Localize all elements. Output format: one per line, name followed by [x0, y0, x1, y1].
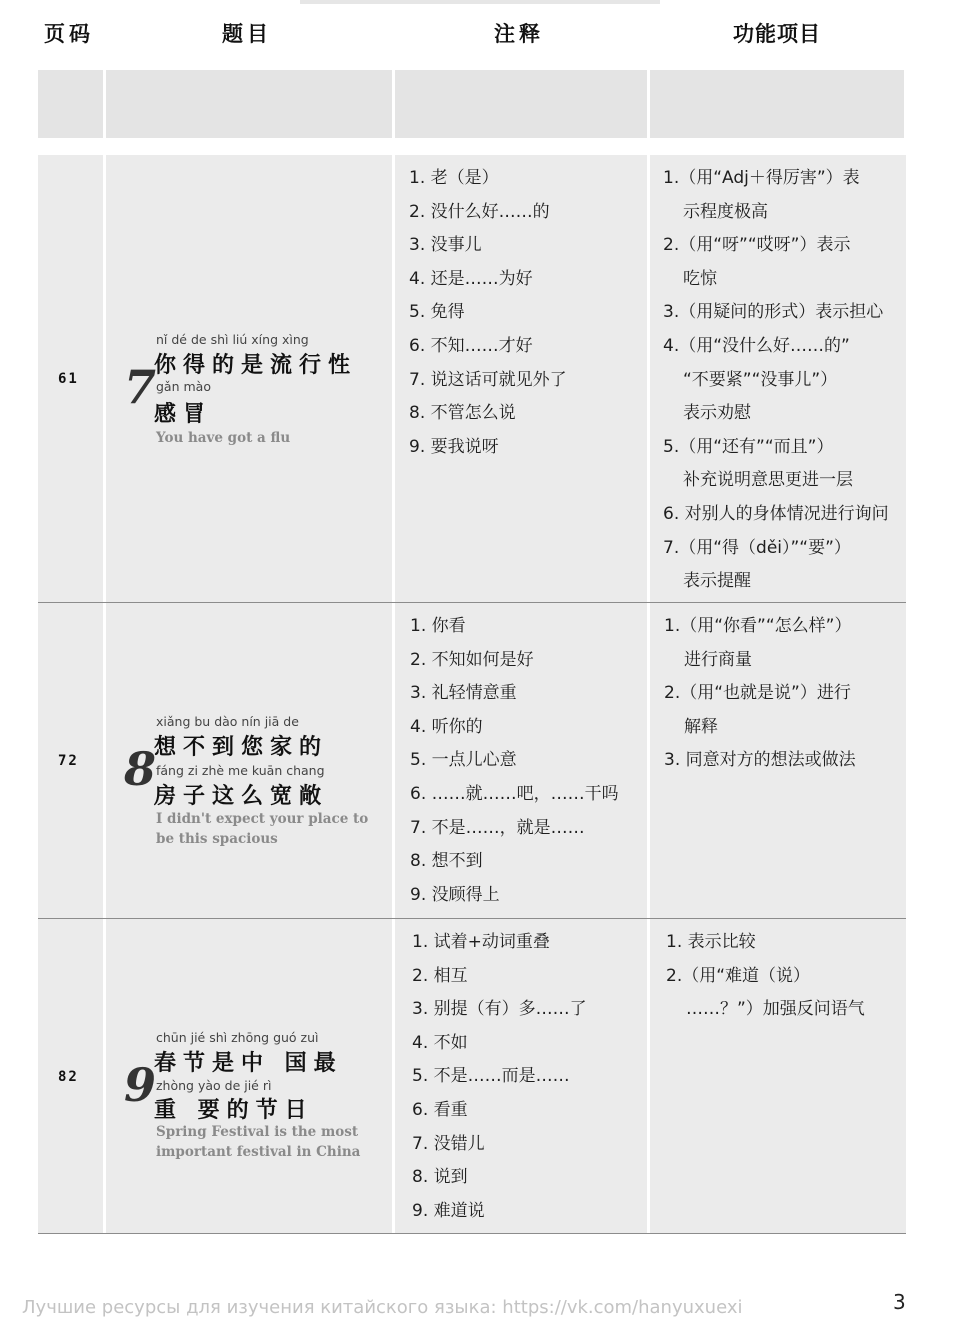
list-item: 表示提醒 — [683, 571, 751, 592]
notes-list — [410, 610, 619, 912]
row-divider — [38, 918, 906, 919]
list-item: 6. 对别人的身体情况进行询问 — [663, 503, 889, 524]
list-item: 6. ……就……吧，……干吗 — [410, 783, 619, 804]
lesson-title-cell — [120, 330, 390, 460]
list-item: 5. 不是……而是…… — [412, 1066, 570, 1087]
header-divider — [392, 70, 395, 138]
list-item: 9. 难道说 — [412, 1200, 485, 1221]
header-divider — [103, 70, 106, 138]
list-item: ……？”）加强反问语气 — [686, 999, 865, 1020]
list-item: 1. 你看 — [410, 616, 466, 636]
english-title: I didn't expect your place to be this spacious — [156, 811, 369, 847]
top-strip — [300, 0, 660, 4]
lesson-number: 9 — [124, 1058, 157, 1112]
list-item: 2. 没什么好……的 — [409, 201, 550, 222]
list-item: 补充说明意思更进一层 — [683, 470, 853, 491]
function-list — [663, 162, 889, 599]
list-item: 4. 听你的 — [410, 716, 483, 737]
header-notes: 注释 — [494, 22, 544, 46]
list-item: 8. 说到 — [412, 1167, 468, 1188]
list-item: 4. 不如 — [412, 1032, 468, 1053]
list-item: 9. 要我说呀 — [409, 436, 499, 457]
page-number: 3 — [893, 1290, 906, 1314]
list-item: 2. 相互 — [412, 965, 468, 986]
hanzi-line-1: 春节是中 国最 — [154, 1051, 343, 1076]
list-item: 7.（用“得（děi）”“要”） — [663, 537, 851, 558]
page-number-cell: 72 — [58, 753, 79, 769]
list-item: 6. 看重 — [412, 1099, 468, 1120]
hanzi-line-2: 重 要的节日 — [154, 1098, 314, 1123]
list-item: 4.（用“没什么好……的” — [663, 335, 850, 356]
list-item: 2.（用“难道（说） — [666, 965, 811, 986]
list-item: 7. 没错儿 — [412, 1133, 485, 1154]
list-item: 7. 不是……，就是…… — [410, 817, 585, 838]
list-item: 2.（用“呀”“哎呀”）表示 — [663, 235, 851, 256]
header-page: 页码 — [44, 22, 94, 46]
column-divider — [103, 155, 106, 1233]
english-title: Spring Festival is the most important festival in China — [156, 1124, 361, 1160]
pinyin-line-2: fáng zi zhè me kuān chang — [156, 763, 325, 778]
hanzi-line-2: 感冒 — [154, 402, 213, 427]
pinyin-line-1: nǐ dé de shì liú xíng xìng — [156, 332, 309, 347]
list-item: 1.（用“你看”“怎么样”） — [664, 616, 852, 636]
list-item: 5. 免得 — [409, 302, 465, 323]
list-item: 解释 — [684, 716, 718, 737]
pinyin-line-2: zhòng yào de jié rì — [156, 1078, 272, 1093]
lesson-number: 8 — [124, 742, 157, 796]
pinyin-line-2: gǎn mào — [156, 379, 211, 394]
list-item: 5.（用“还有”“而且”） — [663, 436, 834, 457]
list-item: 5. 一点儿心意 — [410, 750, 517, 771]
header-title: 题目 — [222, 22, 272, 46]
list-item: 3. 同意对方的想法或做法 — [664, 750, 856, 771]
function-list — [664, 610, 856, 778]
lesson-number: 7 — [124, 360, 157, 414]
notes-list — [412, 926, 587, 1228]
list-item: 1.（用“Adj＋得厉害”）表 — [663, 168, 860, 188]
page-number-cell: 82 — [58, 1069, 79, 1085]
list-item: 9. 没顾得上 — [410, 884, 500, 905]
lesson-title-cell — [120, 712, 390, 852]
list-item: 6. 不知……才好 — [409, 335, 533, 356]
column-divider — [392, 155, 395, 1233]
table-header — [38, 70, 904, 138]
list-item: 1. 老（是） — [409, 168, 499, 188]
hanzi-line-2: 房子这么宽敞 — [154, 784, 329, 809]
function-list — [666, 926, 865, 1027]
list-item: 进行商量 — [684, 649, 752, 670]
resource-link[interactable]: Лучшие ресурсы для изучения китайского языка: https://vk.com/hanyuxuexi — [22, 1297, 743, 1318]
list-item: 3. 没事儿 — [409, 235, 482, 256]
hanzi-line-1: 想不到您家的 — [154, 735, 329, 760]
list-item: 3. 别提（有）多……了 — [412, 999, 587, 1020]
list-item: 7. 说这话可就见外了 — [409, 369, 567, 390]
list-item: 2. 不知如何是好 — [410, 649, 534, 670]
page-number-cell: 61 — [58, 371, 79, 387]
list-item: 示程度极高 — [683, 201, 768, 222]
list-item: 吃惊 — [683, 268, 717, 289]
list-item: “不要紧”“没事儿”） — [683, 369, 838, 390]
column-divider — [647, 155, 650, 1233]
list-item: 3. 礼轻情意重 — [410, 683, 517, 704]
pinyin-line-1: xiǎng bu dào nín jiā de — [156, 714, 299, 729]
hanzi-line-1: 你得的是流行性 — [154, 353, 358, 378]
list-item: 8. 不管怎么说 — [409, 403, 516, 424]
english-title: You have got a flu — [156, 430, 291, 446]
pinyin-line-1: chūn jié shì zhōng guó zuì — [156, 1030, 319, 1045]
row-divider — [38, 1233, 906, 1234]
list-item: 1. 表示比较 — [666, 932, 756, 952]
list-item: 4. 还是……为好 — [409, 268, 533, 289]
list-item: 8. 想不到 — [410, 851, 483, 872]
list-item: 表示劝慰 — [683, 403, 751, 424]
notes-list — [409, 162, 567, 464]
list-item: 2.（用“也就是说”）进行 — [664, 683, 851, 704]
header-function: 功能项目 — [733, 22, 821, 46]
list-item: 3.（用疑问的形式）表示担心 — [663, 302, 884, 323]
row-divider — [38, 602, 906, 603]
header-divider — [647, 70, 650, 138]
lesson-title-cell — [120, 1028, 390, 1168]
list-item: 1. 试着+动词重叠 — [412, 932, 550, 952]
